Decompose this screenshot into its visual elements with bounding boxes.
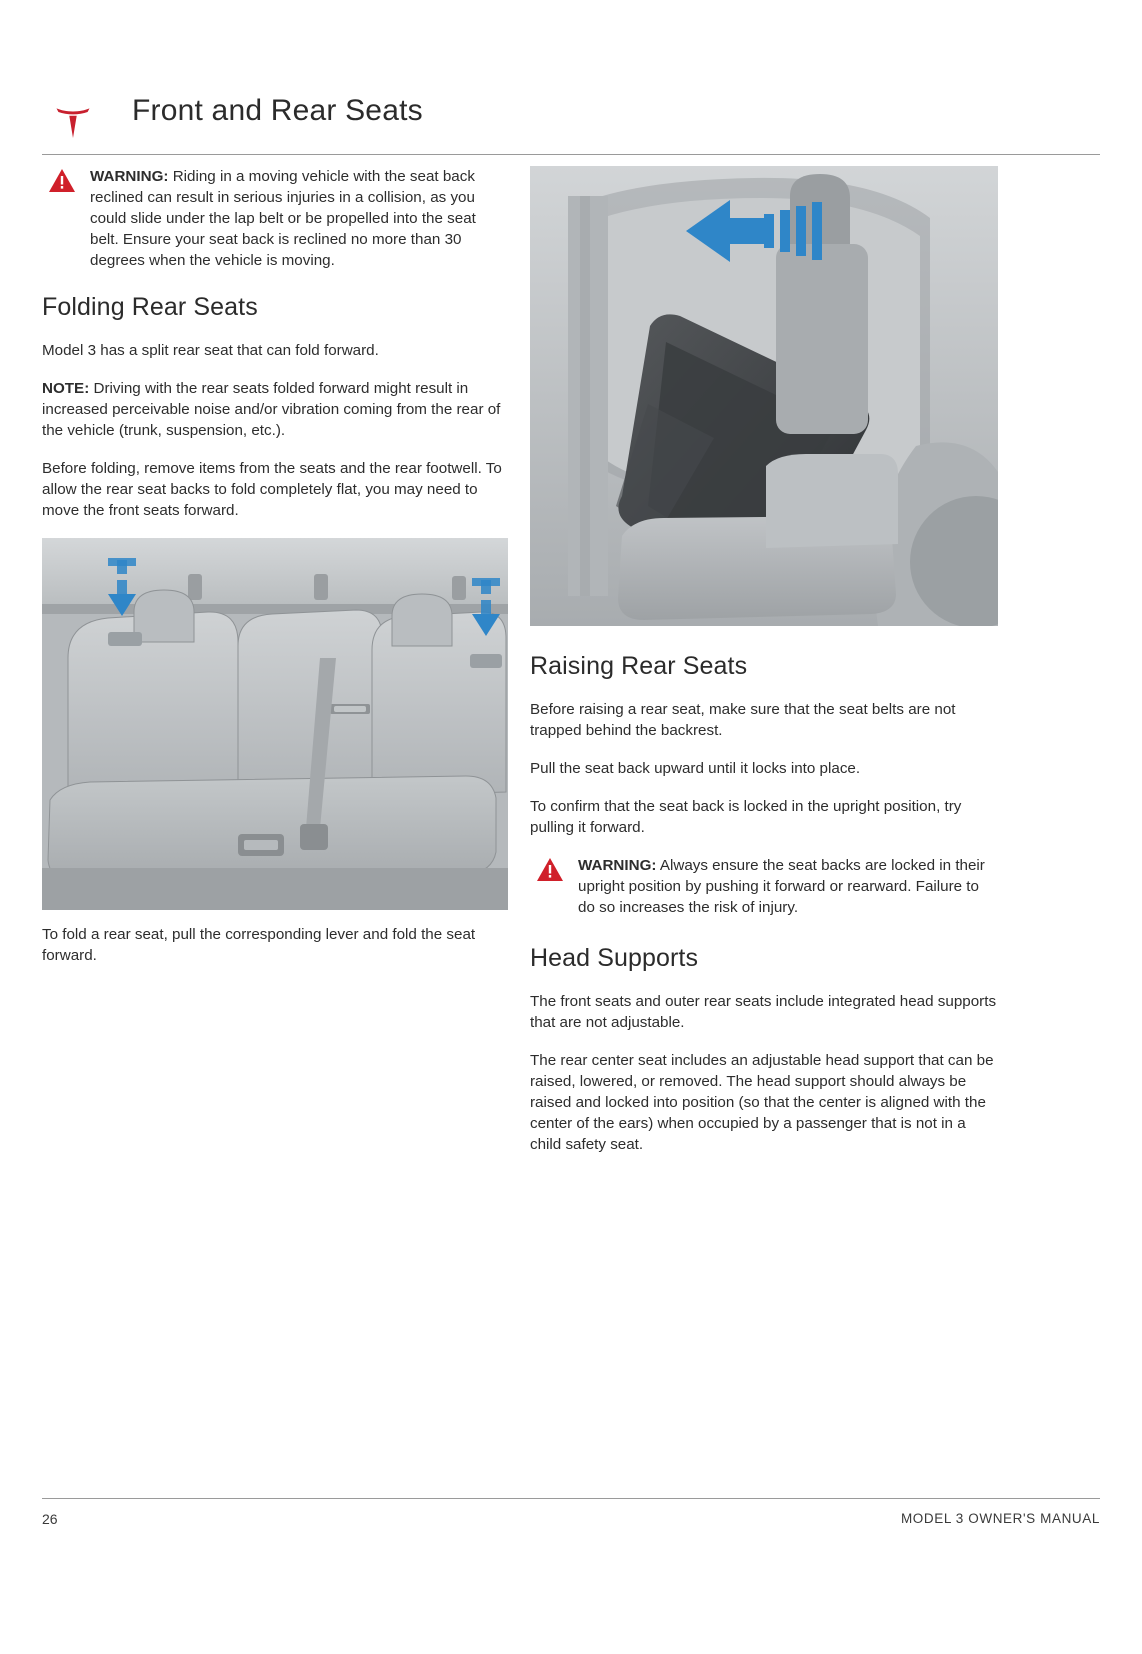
folded-rear-seat-illustration <box>530 166 998 626</box>
heading-folding-rear-seats: Folding Rear Seats <box>42 293 258 321</box>
warning-text <box>90 166 508 271</box>
warning-locked-seat-backs <box>530 855 998 918</box>
warning-reclined-seat <box>42 166 508 271</box>
figure-caption-fold-rear-seat: To fold a rear seat, pull the corresponding lever and fold the seat forward. <box>42 926 476 964</box>
note-folded-seats <box>42 378 508 441</box>
heading-raising-rear-seats: Raising Rear Seats <box>530 652 748 680</box>
warning-label: WARNING: <box>578 857 657 874</box>
note-body: Driving with the rear seats folded forward might result in increased perceivable noise and/or vibration coming from the rear of the vehicle (trunk, suspension, etc.). <box>42 380 501 439</box>
left-column <box>42 166 508 966</box>
paragraph-integrated-head-supports: The front seats and outer rear seats include integrated head supports that are not adjustable. <box>530 993 997 1031</box>
heading-head-supports: Head Supports <box>530 944 699 972</box>
page-number: 26 <box>42 1511 58 1527</box>
tesla-logo-icon <box>50 102 96 142</box>
paragraph-model3-split-seat: Model 3 has a split rear seat that can fold forward. <box>42 342 379 359</box>
note-label: NOTE: <box>42 380 90 397</box>
page-title: Front and Rear Seats <box>132 94 423 127</box>
right-column <box>530 166 998 1172</box>
warning-triangle-icon <box>48 168 76 193</box>
warning-triangle-icon <box>536 857 564 882</box>
warning-text <box>578 855 998 918</box>
page-footer <box>42 1498 1100 1539</box>
paragraph-confirm-locked: To confirm that the seat back is locked in the upright position, try pulling it forward. <box>530 798 962 836</box>
paragraph-seat-belts-not-trapped: Before raising a rear seat, make sure that the seat belts are not trapped behind the backrest. <box>530 701 956 739</box>
paragraph-pull-seat-back-upward: Pull the seat back upward until it locks into place. <box>530 760 861 777</box>
manual-title: MODEL 3 OWNER'S MANUAL <box>900 1511 1100 1526</box>
rear-bench-seat-illustration <box>42 538 508 910</box>
paragraph-center-head-support: The rear center seat includes an adjustable head support that can be raised, lowered, or removed. The head support should always be raised and locked into position (so that the center is aligned with the center of the ears) when occupied by a passenger that is not in a child safety seat. <box>530 1052 994 1153</box>
figure-rear-bench-seat <box>42 538 508 910</box>
figure-folded-rear-seat <box>530 166 998 626</box>
paragraph-before-folding: Before folding, remove items from the seats and the rear footwell. To allow the rear seat backs to fold completely flat, you may need to move the front seats forward. <box>42 460 502 519</box>
warning-label: WARNING: <box>90 168 169 185</box>
warning-body: Riding in a moving vehicle with the seat back reclined can result in serious injuries in a collision, as you could slide under the lap belt or be propelled into the seat belt. Ensure your seat back is reclined no more than 30 degrees when the vehicle is moving. <box>90 168 476 269</box>
warning-body: Always ensure the seat backs are locked in their upright position by pushing it forward or rearward. Failure to do so increases the risk of injury. <box>578 857 985 916</box>
page-header <box>42 94 1100 155</box>
